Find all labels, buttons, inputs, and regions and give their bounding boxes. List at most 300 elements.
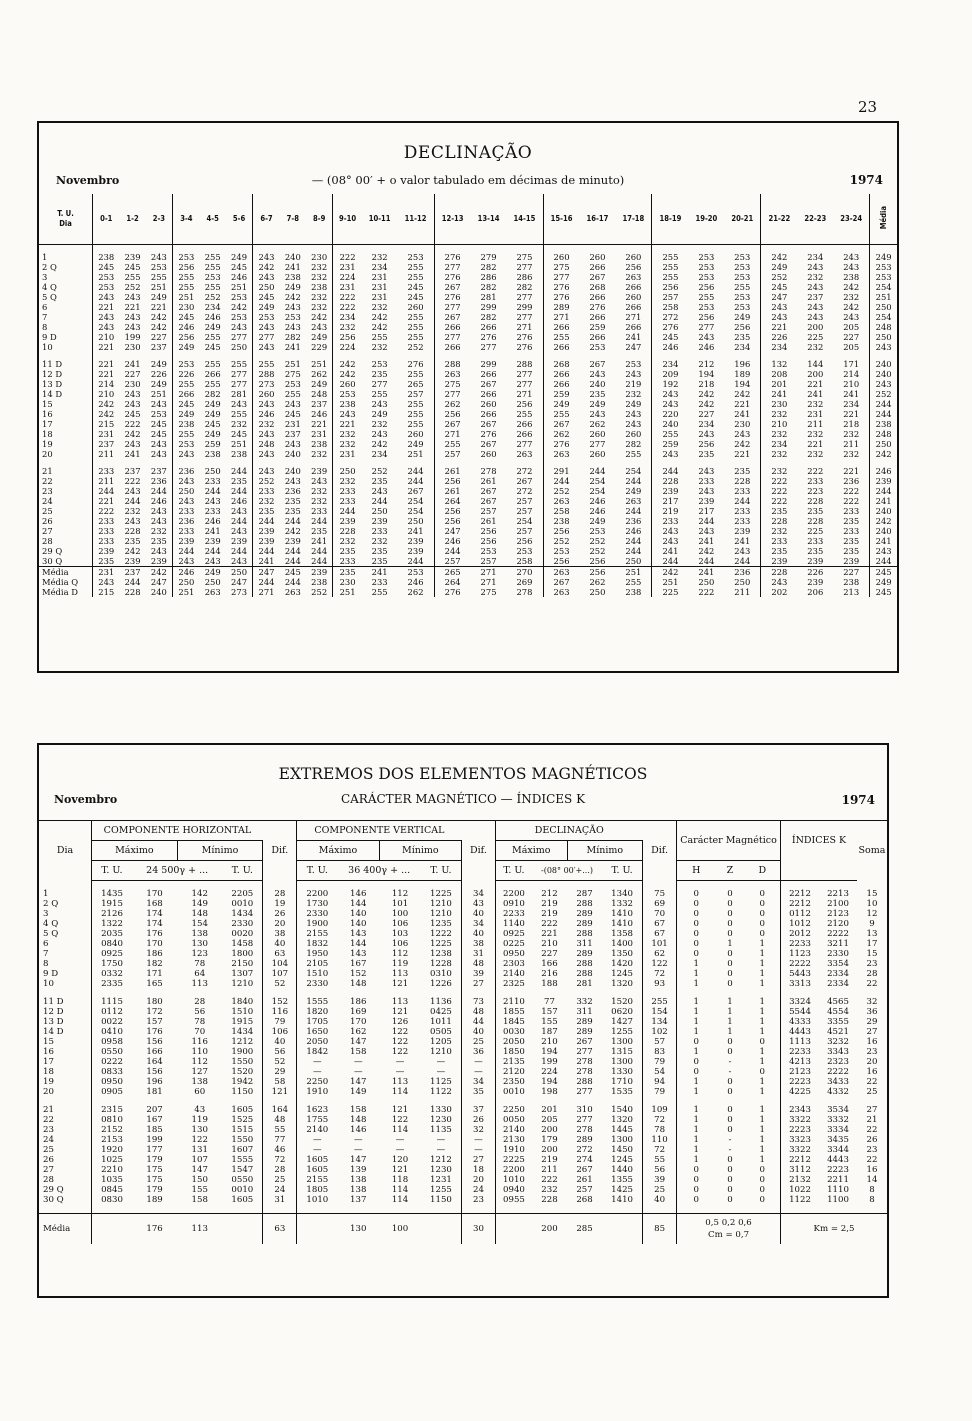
z-min-time: 1135 <box>421 1125 462 1135</box>
cell-value: 235 <box>771 546 788 556</box>
cell-value: 263 <box>204 587 221 597</box>
table-row <box>39 389 897 399</box>
cell-value: 260 <box>589 429 606 439</box>
cell-value: 276 <box>480 429 497 439</box>
d-min-time: 1400 <box>602 939 643 949</box>
cell-value: 232 <box>771 466 788 476</box>
d-max-value: 216 <box>541 969 558 979</box>
caracter-z: 0 <box>727 1155 733 1165</box>
d-max-value: 221 <box>541 929 558 939</box>
k-soma: 17 <box>866 939 878 949</box>
cell-value: 251 <box>306 359 333 369</box>
z-dif: 37 <box>461 1105 495 1115</box>
z-max-value: 158 <box>350 1105 367 1115</box>
z-min-value: 112 <box>391 949 409 959</box>
h-max-value: 182 <box>146 959 163 969</box>
caracter-z: 0 <box>727 979 733 989</box>
cell-value: 276 <box>553 292 570 302</box>
d-max-value: 198 <box>541 1087 558 1097</box>
header-dia: Dia <box>59 219 72 228</box>
day-label: 14 D <box>39 1027 92 1037</box>
cell-value: 239 <box>178 536 195 546</box>
cell-value: 248 <box>875 322 892 332</box>
table-row <box>39 556 897 567</box>
z-min-value: 113 <box>391 969 409 979</box>
z-max-value: 144 <box>350 899 367 909</box>
z-max-value: 147 <box>350 1077 367 1087</box>
day-label: 1 <box>39 252 93 262</box>
cell-value: 241 <box>284 342 301 352</box>
d-min-time: 1300 <box>602 1057 643 1067</box>
k-index-second: 3435 <box>827 1135 849 1145</box>
cell-value: 249 <box>226 252 253 262</box>
cell-value: 231 <box>284 419 301 429</box>
cell-value: 239 <box>226 536 253 546</box>
h-min-time: 1434 <box>222 1027 263 1037</box>
cell-value: 253 <box>698 272 715 282</box>
cell-value: 271 <box>471 567 507 578</box>
day-label: 9 D <box>39 969 92 979</box>
media-row <box>39 1214 887 1245</box>
z-max-time: 1705 <box>306 1017 329 1027</box>
cell-value: 243 <box>339 409 356 419</box>
h-max-time: 1025 <box>101 1155 123 1165</box>
h-min-time: 1547 <box>222 1165 263 1175</box>
cell-value: 234 <box>771 342 788 352</box>
cell-value: 241 <box>615 332 652 342</box>
media-caracter <box>677 1214 781 1245</box>
k-soma: 29 <box>866 1017 878 1027</box>
cell-value: 233 <box>306 506 333 516</box>
h-min-time: 1434 <box>222 909 263 919</box>
h-dif: 28 <box>263 889 297 899</box>
cell-value: 242 <box>652 567 689 578</box>
cell-value: 244 <box>371 496 388 506</box>
cell-value: 252 <box>589 536 606 546</box>
d-max-time: 1855 <box>503 1007 525 1017</box>
k-soma: 22 <box>866 1125 878 1135</box>
cell-value: 242 <box>284 526 301 536</box>
k-index-second: 2223 <box>827 1165 849 1175</box>
cell-value: 226 <box>771 332 788 342</box>
media-label: Média <box>39 1214 92 1245</box>
cell-value: 278 <box>506 587 543 597</box>
d-max-time: 1910 <box>503 1145 525 1155</box>
cell-value: 241 <box>833 389 870 399</box>
cell-value: 268 <box>553 359 570 369</box>
z-min-value: 114 <box>391 1087 409 1097</box>
d-min-time: 1540 <box>602 1105 643 1115</box>
cell-value: 256 <box>698 312 715 322</box>
cell-value: 222 <box>98 506 115 516</box>
cell-value: 244 <box>258 516 275 526</box>
cell-value: 221 <box>833 466 870 476</box>
cell-value: 249 <box>204 429 221 439</box>
caracter-d: 1 <box>745 1155 781 1165</box>
cell-value: 241 <box>875 536 892 546</box>
day-label: 3 <box>39 272 93 282</box>
cell-value: 237 <box>284 429 301 439</box>
cell-value: 212 <box>698 359 715 369</box>
cell-value: 243 <box>698 486 715 496</box>
cell-value: 241 <box>875 496 892 506</box>
z-min-time: — <box>421 1135 462 1145</box>
d-max-value: 187 <box>541 1027 558 1037</box>
cell-value: 243 <box>146 399 173 409</box>
d-min-time: 1410 <box>602 919 643 929</box>
cell-value: 244 <box>306 556 333 567</box>
cell-value: 253 <box>875 262 892 272</box>
cell-value: 262 <box>589 419 606 429</box>
cell-value: 252 <box>771 272 788 282</box>
cell-value: 246 <box>398 577 435 587</box>
z-max-time: — <box>313 1145 322 1155</box>
cell-value: 244 <box>284 546 301 556</box>
cell-value: 244 <box>226 546 253 556</box>
z-dif: — <box>461 1067 495 1077</box>
z-max-time: 2200 <box>306 889 329 899</box>
d-min-value: 289 <box>576 1027 593 1037</box>
cell-value: 233 <box>371 526 388 536</box>
z-dif: — <box>461 1135 495 1145</box>
cell-value: 232 <box>371 536 388 546</box>
z-min-value: 120 <box>391 1155 409 1165</box>
caracter-d: 1 <box>745 1115 781 1125</box>
cell-value: 255 <box>398 399 435 409</box>
d-max-time: 1140 <box>503 919 525 929</box>
header-hour: 14-15 <box>506 194 543 245</box>
cell-value: 257 <box>398 389 435 399</box>
cell-value: 243 <box>833 262 870 272</box>
header-tu: T. U. <box>57 209 74 218</box>
k-soma: 20 <box>866 1057 878 1067</box>
cell-value: 242 <box>339 369 356 379</box>
k-index-second: 2100 <box>827 899 849 909</box>
z-max-time: 2250 <box>306 1077 329 1087</box>
cell-value: 266 <box>444 342 461 352</box>
caracter-h: 1 <box>693 1047 699 1057</box>
z-min-value: 106 <box>391 939 409 949</box>
z-dif: 40 <box>461 909 495 919</box>
cell-value: 222 <box>807 466 824 476</box>
cell-value: 239 <box>146 556 173 567</box>
h-max-value: 174 <box>146 909 163 919</box>
cell-value: 239 <box>833 556 870 567</box>
cell-value: 235 <box>371 546 388 556</box>
h-min-value: 78 <box>194 1017 206 1027</box>
d-min-time: 1445 <box>602 1125 643 1135</box>
cell-value: 201 <box>771 379 788 389</box>
cell-value: 228 <box>339 526 356 536</box>
z-max-value: 149 <box>350 1087 367 1097</box>
d-max-time: 0940 <box>503 1185 525 1195</box>
cell-value: 277 <box>506 262 543 272</box>
d-min-value: 310 <box>576 1105 593 1115</box>
cell-value: 277 <box>371 379 388 389</box>
cell-value: 256 <box>480 526 497 536</box>
cell-value: 221 <box>724 449 761 459</box>
h-min-time: 1550 <box>222 1135 263 1145</box>
cell-value: 235 <box>833 546 870 556</box>
cell-value: 241 <box>124 359 141 369</box>
cell-value: 228 <box>761 567 798 578</box>
cell-value: 243 <box>807 282 824 292</box>
d-max-value: 200 <box>541 1125 558 1135</box>
cell-value: 214 <box>98 379 115 389</box>
z-dif: 18 <box>461 1165 495 1175</box>
header-hour: 13-14 <box>471 194 507 245</box>
cell-value: 238 <box>178 419 195 429</box>
k-soma: 23 <box>866 959 878 969</box>
z-min-value: — <box>395 1067 405 1077</box>
d-min-value: 288 <box>576 929 593 939</box>
h-min-value: 112 <box>191 1057 208 1067</box>
cell-value: 253 <box>589 526 606 536</box>
day-label: 20 <box>39 449 93 459</box>
caracter-h: 1 <box>693 1077 699 1087</box>
z-max-time: 1605 <box>306 1155 329 1165</box>
d-min-time: 1450 <box>602 1145 643 1155</box>
z-min-value: 100 <box>391 909 409 919</box>
cell-value: 228 <box>771 516 788 526</box>
h-max-value: 181 <box>146 1087 163 1097</box>
d-min-time: 1300 <box>602 1037 643 1047</box>
h-min-time: 1515 <box>222 1125 263 1135</box>
cell-value: 243 <box>833 252 870 262</box>
cell-value: 263 <box>553 449 570 459</box>
cell-value: 233 <box>178 506 195 516</box>
cell-value: 251 <box>284 359 301 369</box>
cell-value: 240 <box>284 466 301 476</box>
cell-value: 211 <box>98 476 115 486</box>
caracter-h: 0 <box>693 1037 699 1047</box>
cell-value: 249 <box>306 379 333 389</box>
cell-value: 260 <box>398 429 435 439</box>
cell-value: 282 <box>615 439 652 449</box>
d-max-time: 2233 <box>503 909 525 919</box>
cell-value: 271 <box>480 577 497 587</box>
cell-value: 254 <box>398 496 435 506</box>
cell-value: 249 <box>875 577 892 587</box>
z-max-value: 144 <box>350 939 367 949</box>
cell-value: 244 <box>306 546 333 556</box>
z-max-time: — <box>313 1057 322 1067</box>
h-dif: 31 <box>263 1195 297 1205</box>
z-min-value: 122 <box>391 1115 409 1125</box>
cell-value: 230 <box>771 399 788 409</box>
cell-value: 259 <box>553 389 570 399</box>
cell-value: 255 <box>698 292 715 302</box>
cell-value: 230 <box>306 252 333 262</box>
cell-value: 243 <box>146 252 173 262</box>
k-index-first: 3324 <box>789 997 811 1007</box>
cell-value: 262 <box>444 399 461 409</box>
cell-value: 263 <box>615 496 652 506</box>
header-d-maximo: Máximo <box>495 841 567 861</box>
k-index-second: 2334 <box>827 969 849 979</box>
cell-value: 222 <box>833 486 870 496</box>
z-max-time: 2050 <box>306 1037 329 1047</box>
h-max-value: 168 <box>146 899 163 909</box>
cell-value: 246 <box>306 409 333 419</box>
cell-value: 253 <box>98 272 115 282</box>
cell-value: 244 <box>724 556 761 567</box>
cell-value: 277 <box>258 332 275 342</box>
d-max-time: 0925 <box>503 929 525 939</box>
cell-value: 249 <box>724 312 761 322</box>
cell-value: 244 <box>339 506 356 516</box>
cell-value: 260 <box>589 252 606 262</box>
declination-subtitle: — (08° 00′ + o valor tabulado em décimas de minuto) <box>311 173 625 187</box>
cell-value: 252 <box>398 342 435 352</box>
caracter-h: 0 <box>693 1185 699 1195</box>
caracter-h: 0 <box>693 1195 699 1205</box>
cell-value: 227 <box>833 567 870 578</box>
cell-value: 266 <box>553 342 570 352</box>
declination-month: Novembro <box>56 174 120 187</box>
z-dif: — <box>461 1145 495 1155</box>
cell-value: 239 <box>398 536 435 546</box>
d-min-value: 311 <box>576 1007 593 1017</box>
day-label: 8 <box>39 322 93 332</box>
k-index-first: 1113 <box>789 1037 811 1047</box>
d-dif: 94 <box>643 1077 677 1087</box>
day-label: 12 D <box>39 369 93 379</box>
cell-value: 255 <box>724 282 761 292</box>
d-min-value: 288 <box>576 969 593 979</box>
cell-value: 231 <box>93 567 120 578</box>
cell-value: 243 <box>258 466 275 476</box>
z-max-time: 1010 <box>306 1195 329 1205</box>
caracter-d: 1 <box>745 1087 781 1097</box>
cell-value: 255 <box>178 282 195 292</box>
h-min-time: 1900 <box>222 1047 263 1057</box>
header-dif-h: Dif. <box>263 821 297 881</box>
h-min-time: 1150 <box>222 1087 263 1097</box>
cell-value: 266 <box>553 322 570 332</box>
caracter-h: 1 <box>693 1017 699 1027</box>
cell-value: 275 <box>444 379 461 389</box>
cell-value: 227 <box>146 332 173 342</box>
h-dif: 106 <box>263 1027 297 1037</box>
cell-value: 288 <box>258 369 275 379</box>
h-min-value: 138 <box>191 1077 208 1087</box>
d-dif: 55 <box>643 1155 677 1165</box>
cell-value: 257 <box>506 506 543 516</box>
table-row <box>39 429 897 439</box>
cell-value: 241 <box>258 556 275 566</box>
media-h-min: 113 <box>177 1214 222 1245</box>
header-z-base: 36 400γ + ... <box>337 861 421 881</box>
cell-value: 282 <box>480 262 497 272</box>
table-row <box>39 1077 887 1087</box>
header-hour: 8-9 <box>306 194 333 245</box>
cell-value: 275 <box>480 587 497 597</box>
caracter-h: 0 <box>693 1165 699 1175</box>
cell-value: 232 <box>771 526 788 536</box>
k-index-second: 3344 <box>827 1145 849 1155</box>
d-min-time: 1300 <box>602 1135 643 1145</box>
h-max-value: 167 <box>146 1115 163 1125</box>
h-max-value: 165 <box>146 979 163 989</box>
cell-value: 258 <box>506 556 543 567</box>
d-min-value: 288 <box>576 959 593 969</box>
cell-value: 233 <box>371 577 388 587</box>
day-label: 9 D <box>39 332 93 342</box>
z-dif: — <box>461 1057 495 1067</box>
cell-value: 222 <box>833 496 870 506</box>
h-dif: 38 <box>263 929 297 939</box>
h-max-value: 186 <box>146 949 163 959</box>
cell-value: 262 <box>553 429 570 439</box>
cell-value: 232 <box>124 506 141 516</box>
cell-value: 210 <box>771 419 788 429</box>
d-min-time: 1520 <box>602 997 643 1007</box>
h-max-value: 170 <box>146 939 163 949</box>
h-min-time: 1210 <box>222 979 263 989</box>
h-min-value: 70 <box>194 1027 206 1037</box>
cell-value: 231 <box>371 292 388 302</box>
cell-value: 261 <box>480 516 497 526</box>
cell-value: 236 <box>284 486 301 496</box>
d-max-time: 2140 <box>503 1125 525 1135</box>
cell-value: 267 <box>589 272 606 282</box>
h-min-value: 78 <box>194 959 206 969</box>
cell-value: 277 <box>553 272 570 282</box>
cell-value: 236 <box>724 567 761 578</box>
day-label: 26 <box>39 1155 92 1165</box>
d-min-time: 1320 <box>602 979 643 989</box>
cell-value: 257 <box>480 506 497 516</box>
z-min-value: 126 <box>391 1017 409 1027</box>
cell-value: 243 <box>662 536 679 546</box>
media-km: Km = 2,5 <box>781 1214 888 1245</box>
cell-value: 255 <box>506 409 543 419</box>
cell-value: 243 <box>226 399 253 409</box>
cell-value: 276 <box>506 342 543 352</box>
cell-value: 232 <box>771 429 788 439</box>
cell-value: 231 <box>339 449 356 459</box>
day-label: 29 Q <box>39 1185 92 1195</box>
cell-value: 243 <box>258 429 275 439</box>
table-row <box>39 889 887 899</box>
cell-value: 226 <box>178 369 195 379</box>
cell-value: 235 <box>724 466 761 476</box>
z-min-time: 1225 <box>421 939 462 949</box>
d-max-value: 194 <box>541 1077 558 1087</box>
cell-value: 233 <box>339 496 356 506</box>
d-min-value: 267 <box>576 1037 593 1047</box>
cell-value: 264 <box>444 577 461 587</box>
cell-value: 244 <box>284 516 301 526</box>
cell-value: 247 <box>146 577 173 587</box>
cell-value: 232 <box>771 409 788 419</box>
cell-value: 276 <box>444 272 461 282</box>
d-max-time: 2110 <box>503 997 525 1007</box>
cell-value: 244 <box>146 486 173 496</box>
table-row <box>39 449 897 459</box>
h-min-value: 113 <box>191 979 208 989</box>
cell-value: 281 <box>226 389 253 399</box>
table-row <box>39 262 897 272</box>
cell-value: 221 <box>98 496 115 506</box>
cell-value: 249 <box>178 409 195 419</box>
h-min-value: 130 <box>191 939 208 949</box>
day-label: 25 <box>39 1145 92 1155</box>
cell-value: 239 <box>258 526 275 536</box>
cell-value: 243 <box>371 399 388 409</box>
caracter-z: 1 <box>727 1027 733 1037</box>
